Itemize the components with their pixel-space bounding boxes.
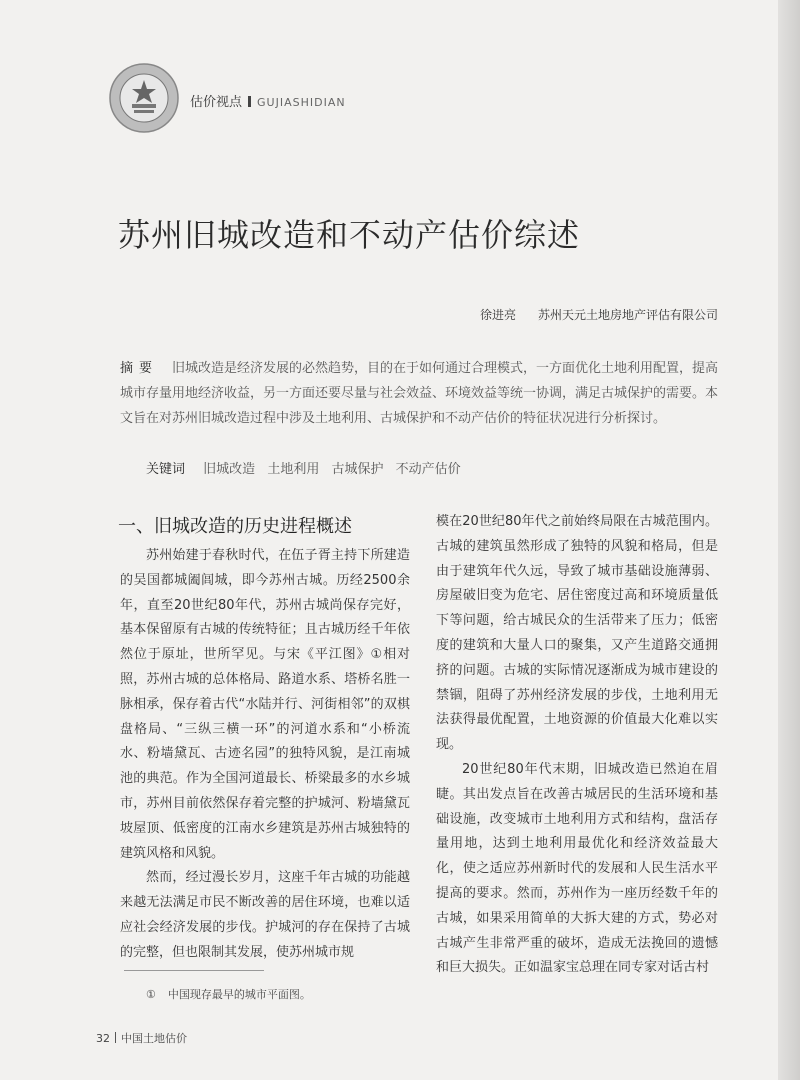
separator-bar: [248, 96, 251, 107]
section-name-en: GUJIASHIDIAN: [257, 96, 346, 109]
keywords: [146, 458, 469, 477]
page-number: 32: [96, 1032, 110, 1045]
author-line: [480, 306, 718, 323]
keyword: 旧城改造: [203, 462, 256, 477]
article-title: 苏州旧城改造和不动产估价综述: [118, 216, 581, 254]
association-seal-logo: [108, 62, 180, 134]
section-label: [190, 91, 346, 110]
separator-bar: [115, 1032, 116, 1043]
abstract-label: 摘要: [120, 361, 159, 376]
body-paragraph: 20世纪80年代末期，旧城改造已然迫在眉睫。其出发点旨在改善古城居民的生活环境和基础设施，改变城市土地利用方式和结构，盘活存量用地，达到土地利用最优化和经济效益最大化，使之适应苏州新时代的发展和人民生活水平提高的要求。然而，苏州作为一座历经数千年的古城，如果采用简单的大拆大建的方式，势必对古城产生非常严重的破坏，造成无法挽回的遗憾和巨大损失。正如温家宝总理在同专家对话古村: [436, 761, 718, 976]
right-column: [436, 510, 718, 981]
keyword: 古城保护: [331, 462, 384, 477]
page-binding-edge: [778, 0, 800, 1080]
page-footer: [96, 1030, 187, 1046]
footnote-divider: [124, 970, 264, 971]
section-name-cn: 估价视点: [190, 95, 243, 110]
author-organization: 苏州天元土地房地产评估有限公司: [538, 308, 719, 322]
section-heading: 一、旧城改造的历史进程概述: [118, 516, 352, 537]
keyword: 不动产估价: [395, 462, 461, 477]
running-header: [108, 62, 508, 142]
abstract: [120, 356, 720, 431]
left-column: [120, 544, 410, 966]
abstract-text: 旧城改造是经济发展的必然趋势，目的在于如何通过合理模式，一方面优化土地利用配置，提高城市存量用地经济收益，另一方面还要尽量与社会效益、环境效益等统一协调，满足古城保护的需要。本文旨在对苏州旧城改造过程中涉及土地利用、古城保护和不动产估价的特征状况进行分析探讨。: [120, 361, 719, 426]
footnote: [146, 986, 311, 1002]
body-paragraph: 模在20世纪80年代之前始终局限在古城范围内。古城的建筑虽然形成了独特的风貌和格局，但是由于建筑年代久远，导致了城市基础设施薄弱、房屋破旧变为危宅、居住密度过高和环境质量低下等问题，给古城民众的生活带来了压力；低密度的建筑和大量人口的聚集，又产生道路交通拥挤的问题。古城的实际情况逐渐成为城市建设的禁锢，阻碍了苏州经济发展的步伐，土地利用无法获得最优配置，土地资源的价值最大化难以实现。: [436, 514, 718, 753]
journal-name: 中国土地估价: [121, 1032, 187, 1045]
keyword: 土地利用: [267, 462, 320, 477]
body-paragraph: 然而，经过漫长岁月，这座千年古城的功能越来越无法满足市民不断改善的居住环境，也难以适应社会经济发展的步伐。护城河的存在保持了古城的完整，但也限制其发展，使苏州城市规: [120, 870, 410, 960]
footnote-marker: ①: [146, 988, 156, 1001]
footnote-text: 中国现存最早的城市平面图。: [167, 988, 311, 1001]
body-paragraph: 苏州始建于春秋时代，在伍子胥主持下所建造的吴国都城阖闾城，即今苏州古城。历经2500余年，直至20世纪80年代，苏州古城尚保存完好，基本保留原有古城的传统特征；且古城历经千年依然位于原址，世所罕见。与宋《平江图》①相对照，苏州古城的总体格局、路道水系、塔桥名胜一脉相承，保存着古代“水陆并行、河街相邻”的双棋盘格局、“三纵三横一环”的河道水系和“小桥流水、粉墙黛瓦、古迹名园”的独特风貌，是江南城池的典范。作为全国河道最长、桥梁最多的水乡城市，苏州目前依然保存着完整的护城河、粉墙黛瓦坡屋顶、低密度的江南水乡建筑是苏州古城独特的建筑风格和风貌。: [120, 548, 410, 861]
keywords-label: 关键词: [146, 462, 186, 477]
author-name: 徐进亮: [480, 308, 517, 322]
